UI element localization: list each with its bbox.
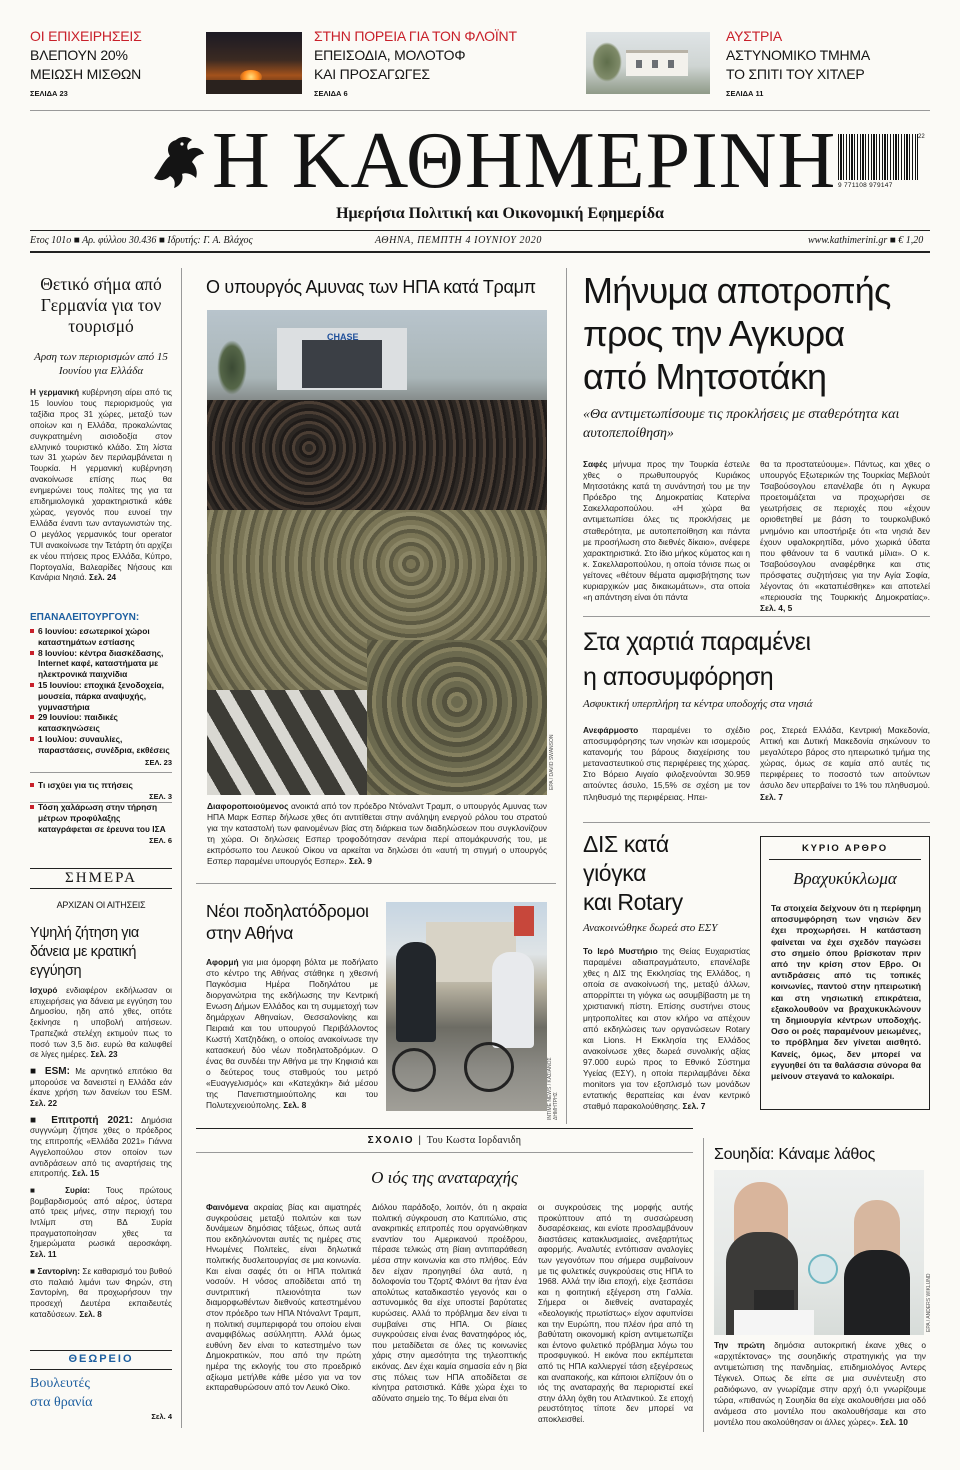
masthead-title: Η ΚΑΘΗΜΕΡΙΝΗ <box>212 117 837 205</box>
simera-item-1-ref: Σελ. 23 <box>90 1050 118 1060</box>
decongestion-deck: Ασφυκτική υπερπλήρη τα κέντρα υποδοχής στα νησιά <box>583 698 813 710</box>
teaser-1-page: ΣΕΛΙΔΑ 23 <box>30 89 68 98</box>
decongestion-col-1-text: παραμένει το σχέδιο αποσυμφόρησης των νησιών και ισομερούς κατανομής του βάρους διαχείρισης του μεταναστευτικού στις περιφέρειες της χώρας. Στο Βόρειο Αιγαίο φιλοξενούνται 30.959 αιτούντες άσυλο, 15,5% σε σχέση με τον πληθυσμό της περιφέρειας. Ηπει- <box>583 725 750 802</box>
comment-author: Του Κωστα Ιορδανιδη <box>426 1135 522 1146</box>
sweden-ref[interactable]: Σελ. 10 <box>880 1417 908 1427</box>
main-photo-headline[interactable]: Ο υπουργός Αμυνας των ΗΠΑ κατά Τραμπ <box>206 277 536 297</box>
dateline-bottom-rule <box>30 251 930 253</box>
comment-col-2-text: Διόλου παράδοξο, λοιπόν, ότι η ακραία πολιτική σύγκρουση στο Καπιτώλιο, στις ανακριτικές επιτροπές που οργανώθηκαν εναντίον του Αμερικανού προέδρου, πέρασε τελικώς στη βίαιη αντιπαράθεση μέσα στην κοινωνία και στο πλήθος. Εάν δεν είχαν προηγηθεί όλα αυτά, η δολοφονία του Τζορτζ Φλόιντ θα ήταν ένα απολύτως καταδικαστέο γεγονός και ο αστυνομικός θα είχε υποστεί βαρύτατες κυρώσεις. Αλλά το πρόβλημα δεν είναι τι συμβαίνει στις ΗΠΑ. Οι βίαιες συγκρούσεις είναι ένας θανατηφόρος ιός, που μεταδίδεται σε όλες τις κοινωνίες χάρις στην αμεσότητα της τηλεοπτικής εικόνας. Δεν έχει καμία σημασία εάν η βία στις πόλεις των ΗΠΑ αποδίδεται σε κίνητρα ρατσιστικά. Κάθε χώρα έχει το αδύνατο σημείο της. Το θέμα είναι ότι <box>372 1202 527 1403</box>
simera-item-2-lead: ESM: <box>44 1065 70 1077</box>
lead-col-1-text: μήνυμα προς την Τουρκία έστειλε χθες ο πρωθυπουργός Κυριάκος Μητσοτάκης κατά τη συνάντησή του με την Πρόεδρο της Δημοκρατίας Κατερίνα Σακελλαροπούλου. «Η χώρα θα αντιμετωπίσει όλες τις προκλήσεις με σταθερότητα, με αυτοπεποίθηση και πάντα με προσήλωση στο διεθνές δίκαιο», ανέφερε χαρακτηριστικά. Στο ίδιο μήκος κύματος και η κ. Σακελλαροπούλου, η οποία τόνισε πως οι γείτονες «θέτουν θέματα αμφισβήτησης των κυριαρχικών μας δικαιωμάτων», στα οποία «η απάντηση είναι ότι πάντα <box>583 459 750 603</box>
lead-col-2-text: θα τα προστατεύουμε». Πάντως, και χθες ο υπουργός Εξωτερικών της Τουρκίας Μεβλούτ Τσαβούσογλου επανέλαβε ότι η Αγκυρα προετοιμάζεται να προχωρήσει σε γεωτρήσεις σε περιοχές που «έχουν οριοθετηθεί με βάση το τουρκολιβυκό μνημόνιο και υποστήριξε ότι «τα νησιά δεν έχουν υφαλοκρηπίδα, μόνο χωρικά ύδατα που φθάνουν τα 6 ναυτικά μίλια». Ο κ. Τσαβούσογλου αναφέρθηκε και στις πρόσφατες συζητήσεις για την Αγία Σοφία, λέγοντας ότι «καταπιέσθηκε» και αποτελεί «περιουσία της Τουρκικής Δημοκρατίας». <box>760 459 930 603</box>
simera-item-4-ref: Σελ. 11 <box>30 1250 57 1260</box>
dis-lead: Το Ιερό Μυστήριο <box>583 946 658 956</box>
editorial-label: ΚΥΡΙΟ ΑΡΘΡΟ <box>802 843 888 854</box>
sweden-body <box>714 1340 926 1432</box>
teaser-2-title-line-2: ΚΑΙ ΠΡΟΣΑΓΩΓΕΣ <box>314 66 430 82</box>
left-divider-1 <box>30 772 172 773</box>
editorial-body: Τα στοιχεία δείχνουν ότι η περίφημη αποσυμφόρηση των νησιών δεν έχει προχωρήσει. Η κατάσταση φαίνεται να έχει σχεδόν παγώσει στο σημείο όπου βρίσκοταν πριν από την κρίση στον Εβρο. Οι αντιδράσεις από τις τοπικές κοινωνίες, παντού στην ηπειρωτική και στη νησιωτική επικράτεια, εξακολουθούν να βραχυκυκλώνουν τη δημιουργία κέντρων υποδοχής. Οσο οι ροές παραμένουν μειωμένες, το πρόβλημα δεν γίνεται αισθητό. Κανείς, όμως, δεν μπορεί να εγγυηθεί ότι τα θαλάσσια σύνορα θα μείνουν στεγανά το καλοκαίρι. <box>771 903 921 1082</box>
comment-col-3 <box>538 1202 693 1432</box>
main-photo-ref[interactable]: Σελ. 9 <box>348 856 372 866</box>
comment-title[interactable]: Ο ιός της αναταραχής <box>371 1168 518 1187</box>
sweden-photo <box>714 1170 924 1335</box>
reopen-item-2: 8 Ιουνίου: κέντρα διασκέδασης, Internet καφέ, καταστήματα με ηλεκτρονικά παιχνίδια <box>30 648 172 680</box>
decongestion-col-2 <box>760 725 930 815</box>
simera-item-4-text: Τους πρώτους βομβαρδισμούς από αέρος, ύστερα από τρεις μήνες, στην περιοχή του Ιντλίμπ στη ΒΔ Συρία πραγματοποίησαν χθες τα ξημερώματα ρωσικά αεροσκάφη. <box>30 1185 172 1249</box>
teaser-2-photo <box>206 32 302 94</box>
teaser-divider <box>30 110 930 111</box>
dis-ref[interactable]: Σελ. 7 <box>682 1101 706 1112</box>
theoreio-text-line-1[interactable]: Βουλευτές <box>30 1376 90 1391</box>
chase-sign: CHASE <box>327 332 359 342</box>
decongestion-headline-line-2[interactable]: η αποσυμφόρηση <box>583 663 774 691</box>
teaser-1-kicker: ΟΙ ΕΠΙΧΕΙΡΗΣΕΙΣ <box>30 28 142 44</box>
simera-item-2-text: Με αρνητικό επιτόκιο θα μπορούσε να δανειστεί η Ελλάδα εάν έκανε χρήση των δανείων του ESM. <box>30 1066 172 1098</box>
teaser-2[interactable] <box>314 26 564 106</box>
decongestion-ref[interactable]: Σελ. 7 <box>760 791 783 802</box>
reopen-item-3: 15 Ιουνίου: εποχικά ξενοδοχεία, μουσεία, πάρκα αναψυχής, γυμναστήρια <box>30 680 172 712</box>
decongestion-col-2-text: ρος, Στερεά Ελλάδα, Κεντρική Μακεδονία, Αττική και Δυτική Μακεδονία σηκώνουν το μεγαλύτερο βάρος στο ηπειρωτικό τμήμα της χώρας, όμως σε καμία από αυτές τις περιφέρειες το ποσοστό των αιτούντων άσυλο δεν υπερβαίνει το 1% του πληθυσμού. <box>760 725 930 791</box>
cyclists-text: για μια όμορφη βόλτα με ποδήλατο στο κέντρο της Αθήνας στάθηκε η χθεσινή Παγκόσμια Ημέρα Ποδηλάτου με διοργανώτρια της εκδήλωσης την Κεντρική Ενωση Δήμων Ελλάδος και τη συμμετοχή των δημάρχων Αθηναίων, Θεσσαλονίκης και Πειραιά και του υπουργού Περιβάλλοντος Κωστή Χατζηδάκη, ο οποίος ανακοίνωσε την κατασκευή δύο νέων ποδηλατοδρόμων. Ο ένας θα συνδέει την Αθήνα με την Κηφισιά και ο δεύτερος τους σταθμούς του μετρό «Ευαγγελισμός» και «Κατεχάκη» διά μέσου της Πανεπιστημιούπολης και του Πολυτεχνειούπολης. <box>206 957 378 1110</box>
tourism-deck: Αρση των περιορισμών από 15 Ιουνίου για Ελλάδα <box>34 351 168 377</box>
masthead-subtitle: Ημερήσια Πολιτική και Οικονομική Εφημερίδα <box>336 205 664 222</box>
teaser-3-kicker: ΑΥΣΤΡΙΑ <box>726 28 783 44</box>
simera-item-5-text: Σε καθαρισμό του βυθού στο παλαιό λιμάνι των Φηρών, στη Σαντορίνη, θα προχωρήσουν την προσεχή Δευτέρα εκπαιδευτές καταδύσεων. <box>30 1266 172 1319</box>
theoreio-top-rule <box>30 1350 172 1351</box>
lead-col-1 <box>583 459 750 607</box>
comment-col-1 <box>206 1202 361 1432</box>
main-photo-caption <box>207 801 547 871</box>
simera-item-1[interactable] <box>30 986 172 1061</box>
theoreio-ref[interactable]: Σελ. 4 <box>151 1412 172 1421</box>
comment-top-rule <box>196 1128 693 1129</box>
dateline-left: Ετος 101ο ■ Αρ. φύλλου 30.436 ■ Ιδρυτής: Γ. Α. Βλάχος <box>30 235 253 246</box>
simera-item-4[interactable]: ■ Συρία: Τους πρώτους βομβαρδισμούς από αέρος, ύστερα από τρεις μήνες, στην περιοχή του Ιντλίμπ στη ΒΔ Συρία πραγματοποίησαν χθες τα ξημερώματα ρωσικά αεροσκάφη. Σελ. 11 <box>30 1185 172 1260</box>
cyclists-photo <box>386 902 547 1111</box>
tourism-ref[interactable]: Σελ. 24 <box>89 573 117 583</box>
simera-top-rule <box>30 868 172 869</box>
column-divider-right <box>566 268 567 1124</box>
dateline-right: www.kathimerini.gr ■ € 1,20 <box>808 235 924 246</box>
simera-item-5-ref: Σελ. 8 <box>79 1309 102 1319</box>
barcode-issue: 22 <box>918 134 925 140</box>
cyclists-body <box>206 957 378 1119</box>
flights-text: Τι ισχύει για τις πτήσεις <box>30 780 172 791</box>
main-photo-caption-lead: Διαφοροποιούμενος <box>207 801 289 811</box>
sweden-photo-credit: EPA / ANDERS WIKLUND <box>926 1273 932 1332</box>
griffin-logo-icon <box>146 130 208 192</box>
reopen-item-4: 29 Ιουνίου: παιδικές κατασκηνώσεις <box>30 712 172 734</box>
simera-items <box>30 986 172 1320</box>
column-divider-left <box>181 268 182 1428</box>
teaser-3-page: ΣΕΛΙΔΑ 11 <box>726 89 764 98</box>
simera-bottom-rule <box>30 888 172 889</box>
teaser-2-page: ΣΕΛΙΔΑ 6 <box>314 89 348 98</box>
barcode-image <box>838 134 926 192</box>
lead-col-1-lead: Σαφές <box>583 459 608 469</box>
tourism-lead: Η γερμανική <box>30 388 79 397</box>
reopen-item-5: 1 Ιουλίου: συναυλίες, παραστάσεις, συνέδρια, εκθέσεις <box>30 734 172 756</box>
comment-col-2 <box>372 1202 527 1432</box>
simera-item-2[interactable]: ■ ESM: Με αρνητικό επιτόκιο θα μπορούσε να δανειστεί η Ελλάδα εάν έκανε χρήση των δανείων του ESM. Σελ. 22 <box>30 1065 172 1109</box>
simera-item-3-text: Δημόσια συγγνώμη ζήτησε χθες ο πρόεδρος της επιτροπής «Ελλάδα 2021» Γιάννα Αγγελοπούλου στον οποίον των αντιδράσεων από τις αναρτήσεις της επιτροπής. <box>30 1115 172 1179</box>
comment-header-rule <box>196 1152 693 1153</box>
dis-deck: Ανακοινώθηκε δωρεά στο ΕΣΥ <box>583 922 718 934</box>
tourism-headline[interactable]: Θετικό σήμα από Γερμανία για τον τουρισμό <box>40 274 162 336</box>
right-divider-1 <box>583 616 930 617</box>
theoreio-text-line-2[interactable]: στα θρανία <box>30 1395 93 1410</box>
comment-col-1-lead: Φαινόμενα <box>206 1202 249 1212</box>
teaser-1-title-line-2: ΜΕΙΩΣΗ ΜΙΣΘΩΝ <box>30 66 142 82</box>
simera-item-3[interactable]: ■ Επιτροπή 2021: Δημόσια συγγνώμη ζήτησε χθες ο πρόεδρος της επιτροπής «Ελλάδα 2021» Γιάννα Αγγελοπούλου στον οποίον των αντιδράσεων από τις αναρτήσεις της επιτροπής. Σελ. 15 <box>30 1114 172 1179</box>
tourism-text: κυβέρνηση αίρει από τις 15 Ιουνίου τους περιορισμούς για ταξίδια προς 31 χώρες, μεταξύ των οποίων και η Ελλάδα, προκαλώντας συγκρατημένη αισιοδοξία στον ελληνικό τουριστικό κλάδο. Στη λίστα των 31 χωρών δεν περιλαμβάνεται η Τουρκία. Η γερμανική κυβέρνηση ανακοίνωσε επίσης πως θα ενημερώνει τους πολίτες της για τα επιδημιολογικά χαρακτηριστικά κάθε χώρας, γεγονός που ευνοεί την Ελλάδα έναντι των ανταγωνιστών της. Ο μεγάλος γερμανικός tour operator TUI ανακοίνωσε την Τετάρτη ότι αρχίζει εκ νέου πτήσεις προς Ελλάδα, Κύπρο, Πορτογαλία, Βαλεαρίδες Νήσους και Κανάρια Νησιά. <box>30 388 172 583</box>
survey-link[interactable] <box>30 802 172 834</box>
lead-headline-line-1[interactable]: Μήνυμα αποτροπής <box>583 270 891 311</box>
cyclists-photo-credit: INTIME NEWS / ΚΑΣΙΑΝΟΣ ΔΗΜΗΤΡΗΣ <box>547 1057 559 1120</box>
main-photo-caption-text: ανοικτά από τον πρόεδρο Ντόναλντ Τραμπ, ο υπουργός Αμυνας των ΗΠΑ Μαρκ Εσπερ δήλωσε χθες ότι αντιτίθεται στην ανάληψη ενεργού ρόλου του στρατού για την καταστολή των φαινομένων βίας στη διάρκεια των διαδηλώσεων που συγκλονίζουν τη χώρα. Οι δηλώσεις Εσπερ τροφοδότησαν σενάρια περί απομάκρυνσής του, με εκπρόσωπο του Λευκού Οίκου να αρκείται να δηλώσει ότι «αυτή τη στιγμή ο υπουργός Εσπερ παραμένει υπουργός Εσπερ». <box>207 801 547 866</box>
simera-item-5[interactable]: ■ Σαντορίνη: Σε καθαρισμό του βυθού στο παλαιό λιμάνι των Φηρών, στη Σαντορίνη, θα προχωρήσουν την προσεχή Δευτέρα εκπαιδευτές καταδύσεων. Σελ. 8 <box>30 1266 172 1319</box>
reopen-list <box>30 626 172 756</box>
cyclists-ref[interactable]: Σελ. 8 <box>283 1100 307 1110</box>
right-divider-2 <box>583 822 930 823</box>
simera-title: ΣΗΜΕΡΑ <box>65 870 137 886</box>
teaser-2-kicker: ΣΤΗΝ ΠΟΡΕΙΑ ΓΙΑ ΤΟΝ ΦΛΟΪΝΤ <box>314 28 517 44</box>
editorial-box <box>760 836 930 1110</box>
teaser-strip <box>30 26 930 106</box>
simera-item-3-lead: Επιτροπή 2021: <box>51 1114 134 1126</box>
lead-headline-line-2[interactable]: προς την Αγκυρα <box>583 313 845 354</box>
cyclists-lead: Αφορμή <box>206 957 239 967</box>
survey-text: Τόση χαλάρωση στην τήρηση μέτρων προφύλαξης καταγράφεται σε έρευνα του ΙΣΑ <box>30 802 172 834</box>
lead-ref[interactable]: Σελ. 4, 5 <box>760 603 793 614</box>
simera-item-2-ref: Σελ. 22 <box>30 1099 58 1109</box>
main-photo <box>207 310 547 795</box>
cyclists-headline[interactable]: Νέοι ποδηλατόδρομοι στην Αθήνα <box>206 901 369 943</box>
dis-headline-line-1[interactable]: ΔΙΣ κατά <box>583 831 669 857</box>
teaser-2-title-line-1: ΕΠΕΙΣΟΔΙΑ, ΜΟΛΟΤΟΦ <box>314 47 466 63</box>
teaser-1[interactable] <box>30 26 200 106</box>
simera-item-1-text: ενδιαφέρον εκδήλωσαν οι επιχειρήσεις για δάνεια με εγγύηση του Δημοσίου, ηδη από χθες, οπότε ξεκίνησε η υποβολή αιτήσεων. Τραπεζικά στελέχη εκτιμούν πως το ποσό των 3,5 δισ. ευρώ θα καλυφθεί σε λίγες ημέρες. <box>30 986 172 1060</box>
comment-header: ΣΧΟΛΙΟ | Του Κωστα Ιορδανιδη <box>367 1135 522 1146</box>
simera-headline[interactable]: Υψηλή ζήτηση για δάνεια με κρατική εγγύηση <box>30 925 139 979</box>
lead-col-2 <box>760 459 930 614</box>
lead-headline-line-3[interactable]: από Μητσοτάκη <box>583 356 827 397</box>
flights-link[interactable] <box>30 780 172 791</box>
main-photo-credit: EPA / DAVID SWANSON <box>549 734 555 790</box>
editorial-title[interactable]: Βραχυκύκλωμα <box>793 869 897 888</box>
theoreio-title: ΘΕΩΡΕΙΟ <box>68 1353 134 1365</box>
sweden-divider <box>703 1138 704 1432</box>
survey-ref[interactable]: ΣΕΛ. 6 <box>149 836 172 845</box>
comment-label: ΣΧΟΛΙΟ <box>367 1135 415 1146</box>
comment-col-1-text: ακραίας βίας και αιματηρές συγκρούσεις μεταξύ πολιτών και των δυνάμεων δημόσιας τάξεως, όπως αυτά που εκδηλώνονται αυτές τις ημέρες στις Ηνωμένες Πολιτείες, είναι δηλωτικά πολιτικής δυσλειτουργίας σε μια κοινωνία. Και είναι σαφές ότι οι ΗΠΑ πολιτικά νοσούν. Η νόσος αποδίδεται από τη συντριπτική πλειονότητα των διαμορφωθέντων διεθνούς κατεστημένου στον πρόεδρο των ΗΠΑ Ντόναλντ Τραμπ, η πολιτική συμπεριφορά του οποίου είναι αναμφιβόλως ασύλληπτη. Αλλά όμως ευθύνη δεν είναι το κατεστημένο των Δημοκρατικών, που από την πρώτη ημέρα της εκλογής του στο προεδρικό αξίωμα μετήλθε κάθε μέσο για να τον εκπαραθυρώσουν από τον Λευκό Οίκο. <box>206 1202 361 1393</box>
teaser-1-title-line-1: ΒΛΕΠΟΥΝ 20% <box>30 47 128 63</box>
simera-kicker: ΑΡΧΙΖΑΝ ΟΙ ΑΙΤΗΣΕΙΣ <box>56 900 146 910</box>
decongestion-col-1 <box>583 725 750 815</box>
flights-ref[interactable]: ΣΕΛ. 3 <box>149 792 172 801</box>
teaser-3-photo <box>586 32 710 94</box>
dis-headline-line-3[interactable]: και Rotary <box>583 889 683 915</box>
sweden-text: δημόσια αυτοκριτική έκανε χθες ο «αρχιτέκτονας» της σουηδικής στρατηγικής για την αντιμετώπιση της πανδημίας, επιδημιολόγος Αντερς Τέγκνελ. Οπως δε είπε σε μια συνέντευξη στο ραδιόφωνο, αν γνωρίζαμε στην αρχή ό,τι γνωρίζουμε τώρα, «πιθανώς η Σουηδία θα είχε ακολουθήσει μια οδό ανάμεσα στο μοντέλο που ακολουθήσαμε και στο μοντέλο που ακολούθησαν οι άλλες χώρες». <box>714 1340 926 1427</box>
left-column <box>30 270 172 1430</box>
teaser-3-title-line-1: ΑΣΤΥΝΟΜΙΚΟ ΤΜΗΜΑ <box>726 47 870 63</box>
dis-body <box>583 946 750 1121</box>
reopen-ref[interactable]: ΣΕΛ. 23 <box>144 758 172 767</box>
dateline-center: ΑΘΗΝΑ, ΠΕΜΠΤΗ 4 ΙΟΥΝΙΟΥ 2020 <box>375 235 542 246</box>
simera-item-1-lead: Ισχυρό <box>30 986 58 995</box>
dis-text: της Θείας Ευχαριστίας παραμένει αδιαπραγμάτευτο, επανέλαβε χθες η ΔΙΣ της Εκκλησίας της Ελλάδος, η οποία σε ανακοίνωσή της, μεταξύ άλλων, απορρίπτει τη γιόγκα ως ασυμβίβαστη με τη χριστιανική πίστη. Επίσης συστήνει στους μητροπολίτες και στον κλήρο να απέχουν από εκδηλώσεις των οργανώσεων Rotary και Lions. Η Εκκλησία της Ελλάδος ανακοίνωσε χθες δωρεά συνολικής αξίας 97.000 ευρώ προς το Εθνικό Σύστημα Υγείας (ΕΣΥ), η οποία περιλαμβάνει δέκα monitors για τον εξοπλισμό των μονάδων εντατικής θεραπείας και έναν κεντρικό σταθμό παρακολούθησης. <box>583 946 750 1112</box>
tourism-body <box>30 388 172 602</box>
teaser-3[interactable] <box>726 26 936 106</box>
theoreio-bottom-rule <box>30 1369 172 1370</box>
decongestion-headline-line-1[interactable]: Στα χαρτιά παραμένει <box>583 628 811 656</box>
decongestion-col-1-lead: Ανεφάρμοστο <box>583 725 639 735</box>
simera-item-5-lead: Σαντορίνη: <box>37 1266 81 1276</box>
comment-col-3-text: οι συγκρούσεις της μορφής αυτής προκύπτουν από τη συσσώρευση δυσαρέσκειας, και ενίοτε προσλαμβάνουν διαστάσεις κατακλυσμιαίες, ανεξαρτήτως αφορμής. Αναλυτές εντόπισαν αναλογίες των γεγονότων που σήμερα συμβαίνουν με τις φυλετικές συγκρούσεις στις ΗΠΑ το 1968. Αλλά την ίδια εποχή, είχε ξεσπάσει και η φοιτητική εξέγερση στη Γαλλία. Σήμερα οι διεθνείς αναταραχές «δεολογικής πρωτίστως» είχον αφυπνίσει και την Ευρώπη, που πλέον ήρα από τη βαθύτατη οικονομική κρίση αντιμετωπίζει και έντονο φυλετικό πρόβλημα λόγω του προσφυγικού. Η εικόνα που εκπέμπεται από τις ΗΠΑ καλλιεργεί τάση εξεγέρσεως και αναπακοής, και κάποιοι ελπίζουν ότι ο ιός της αναταραχής θα περιοριστεί εκεί στην άλλη όχθη του Ατλαντικού. Σε εποχή ρευστότητος τίποτε δεν μπορεί να αποκλεισθεί. <box>538 1202 693 1424</box>
simera-item-3-ref: Σελ. 15 <box>72 1169 100 1179</box>
dateline-top-rule <box>30 230 930 231</box>
dis-headline-line-2[interactable]: γιόγκα <box>583 860 647 886</box>
reopen-item-1: 6 Ιουνίου: εσωτερικοί χώροι καταστημάτων εστίασης <box>30 626 172 648</box>
sweden-headline[interactable]: Σουηδία: Κάναμε λάθος <box>714 1146 876 1163</box>
center-divider-1 <box>196 883 556 884</box>
teaser-3-title-line-2: ΤΟ ΣΠΙΤΙ ΤΟΥ ΧΙΤΛΕΡ <box>726 66 865 82</box>
barcode-number: 9 771108 979147 <box>838 182 893 189</box>
reopen-title: ΕΠΑΝΑΛΕΙΤΟΥΡΓΟΥΝ: <box>30 612 140 623</box>
simera-item-4-lead: Συρία: <box>65 1185 90 1195</box>
lead-quote: «Θα αντιμετωπίσουμε τις προκλήσεις με σταθερότητα και αυτοπεποίθηση» <box>583 407 900 441</box>
sweden-lead: Την πρώτη <box>714 1340 765 1350</box>
